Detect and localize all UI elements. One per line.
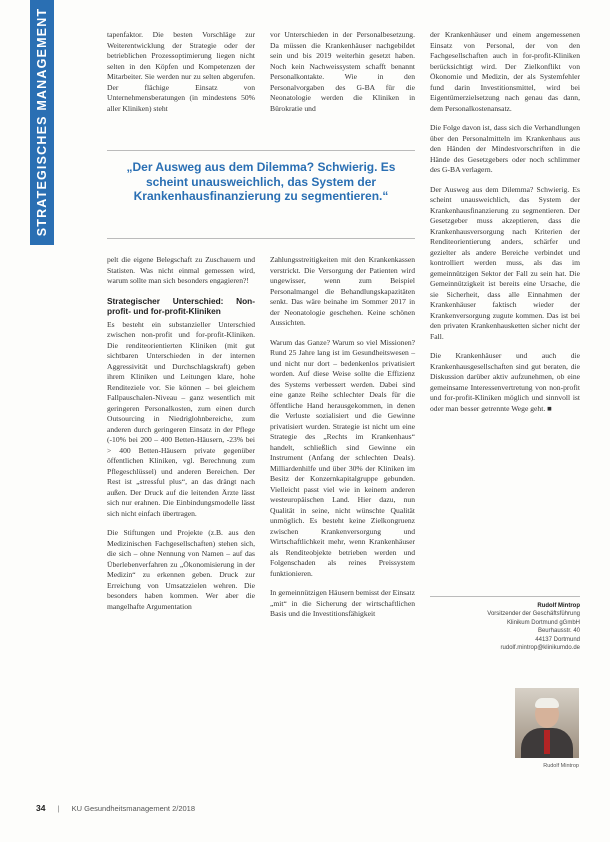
- page-number: 34: [36, 803, 46, 813]
- section-sidebar: [30, 0, 54, 245]
- column-3-body: [430, 30, 580, 423]
- footer-separator: |: [57, 804, 60, 813]
- paragraph: Der Ausweg aus dem Dilemma? Schwierig. Es scheint unausweichlich, das System der Krankenhausfinanzierung zu segmentieren. Der Gesetzgeber muss akzeptieren, dass die Krankenhausversorgung nach Kriterien der Renditeorientierung anders, schärfer und gezielter als andere Bereiche verbindet und kontrolliert werden muss, als das im gemeinnützigen Sektor der Fall zu sein hat. Die Gemeinnützigkeit ist bereits eine Ursache, die sie Sicherheit, dass alle Einnahmen der Krankenhäuser faktisch wieder der Krankenversorgung zugute kommen. Das ist bei den privaten Krankenhausketten sicher nicht der Fall.: [430, 184, 580, 341]
- author-email: rudolf.mintrop@klinikumdo.de: [500, 645, 580, 652]
- pull-quote: „Der Ausweg aus dem Dilemma? Schwierig. Es scheint unausweichlich, das System der Krankenhausfinanzierung zu segmentieren.“: [126, 160, 396, 203]
- publication-name: KU Gesundheitsmanagement 2/2018: [71, 804, 196, 813]
- paragraph: Die Krankenhäuser und auch die Krankenhausgesellschaften sind gut beraten, die Diskussion darüber aktiv aufzunehmen, ob eine gemeinsame Interessenvertretung von non-profit und for-profit-Kliniken möglich und sinnvoll ist oder man besser getrennte Wege geht. ■: [430, 351, 580, 413]
- quote-rule-bottom: [107, 238, 415, 239]
- column-1-body: [107, 255, 255, 621]
- author-line: Klinikum Dortmund gGmbH: [506, 619, 580, 626]
- author-line: Vorsitzender der Geschäftsführung: [487, 611, 580, 618]
- author-photo: [515, 688, 579, 758]
- paragraph: Warum das Ganze? Warum so viel Missionen? Rund 25 Jahre lang ist im Gesundheitswesen – und nicht nur dort – bedenkenlos privatisiert worden. Auf diese Weise sollte die Effizienz des Systems verbessert werden. Dabei sind eine ganze Reihe schlechter Deals für die öffentliche Hand herausgekommen, in denen die Verluste sozialisiert und die Gewinne privatisiert wurden. Strategie ist nicht um eine Strategie des „Rechts im Krankenhaus“ handelt, schließlich sind Gewinne ein Instrument (Anfang der schlechten Deals). Milliardenhilfe und über 30% der Kliniken im Besitz der Konzernkapitalgruppe gebunden. Vielleicht passt viel wie in keinem anderen westeuropäischen Land. Hier dazu, nun Qualität in seine, nicht wünschte Qualität unmöglich. Es besteht keine Zielkongruenz zwischen Krankenversorgung und Wirtschaftlichkeit mehr, wenn Krankenhäuser als Renditeobjekte betrieben werden und Folgenschaden als reines Preissystem funktionieren.: [270, 337, 415, 578]
- paragraph: Zahlungsstreitigkeiten mit den Krankenkassen verstrickt. Die Versorgung der Patienten wird ungewisser, wenn zum Beispiel Personalmangel die Behandlungskapazitäten senkt. Das wäre beinahe im Sommer 2017 in der Neonatologie geschehen. Keine schönen Aussichten.: [270, 255, 415, 327]
- section-label: STRATEGISCHES MANAGEMENT: [35, 7, 49, 237]
- paragraph: vor Unterschieden in der Personalbesetzung. Da müssen die Krankenhäuser nachgebildet sein und bis 2019 weiterhin gesetzt haben. Noch kein Nachweissystem schafft benannt Personalkontakte. Wie in den Personalvorgaben des G-BA für die Neonatologie werden die Kliniken in Bürokratie und: [270, 30, 415, 113]
- paragraph: der Krankenhäuser und einem angemessenen Einsatz von Personal, der von den Fachgesellschaften auch in for-profit-Kliniken berücksichtigt wird. Der Zielkonflikt von Ökonomie und Medizin, der als Systemfehler fund darin Investitionsmittel, wird bei Eigentümerzielsetzung nach genau das dann, dem Personalkostenansatz.: [430, 30, 580, 113]
- paragraph: Die Stiftungen und Projekte (z.B. aus den Medizinischen Fachgesellschaften) stehen sich, die sich – ohne Nennung von Namen – auf das Überlebenverfahren zu „Ökonomisierung in der Medizin“ zu erkennen geben. Druck zur Erreichung von Umsatzzielen wehren. Die besonders haben kommen. Wer aber die mangelhafte Argumentation: [107, 528, 255, 611]
- author-box: [430, 602, 580, 652]
- page-footer: [36, 803, 195, 813]
- paragraph: Die Folge davon ist, dass sich die Verhandlungen über den Personalmitteln im Krankenhaus aus den Händen der Mindestvorschriften in die Hände des Gesetzgebers oder noch schlimmer des G-BA verlagern.: [430, 123, 580, 174]
- section-heading: Strategischer Unterschied: Non-profit- und for-profit-Kliniken: [107, 295, 255, 316]
- paragraph: pelt die eigene Belegschaft zu Zuschauern und Statisten. Was nicht einmal gemessen wird, warum sollte man sich besonders engagieren?!: [107, 255, 255, 285]
- author-name: Rudolf Mintrop: [537, 603, 580, 609]
- photo-caption: Rudolf Mintrop: [543, 763, 579, 769]
- paragraph: Es besteht ein substanzieller Unterschied zwischen non-profit und for-profit-Kliniken. Die renditeorientierten Kliniken (mit gut sichtbaren Unterschieden in der internen Aggressivität und Durchschlagskraft) geben ihrem Kliniken und Leitungen klare, hohe Renditeziele vor. Sie können – bei gleichem Fallpauschalen-Niveau – ganz wesentlich mit geringeren Personalkosten, zum einen durch Outsourcing in Niedriglohnbereiche, zum anderen durch geringeren Einsatz in der Pflege (-10% bei 200 – 400 Betten-Häusern, -23% bei > 400 Betten-Häusern private gegenüber öffentlichen Kliniken, vgl. Berechnung zum Pflegeschlüssel) und anderen Bereichen. Der Rest ist „stressful plus“, an das drängt nach außen. Der Druck auf die leitenden Ärzte lässt sich nur erahnen. Die Einbindungsmodelle lässt sich nicht einfach übertragen.: [107, 319, 255, 518]
- column-2-top: [270, 30, 415, 123]
- author-rule: [430, 596, 580, 597]
- column-2-body: [270, 255, 415, 629]
- author-line: Beurhausstr. 40: [537, 628, 580, 635]
- author-line: 44137 Dortmund: [535, 636, 580, 643]
- paragraph: In gemeinnützigen Häusern bemisst der Einsatz „mit“ in die Sicherung der wirtschaftlichen Basis und die Investitionsfähigkeit: [270, 588, 415, 618]
- quote-rule-top: [107, 150, 415, 151]
- column-1-top: [107, 30, 255, 123]
- paragraph: tapenfaktor. Die besten Vorschläge zur Weiterentwicklung der Strategie oder der betrieblichen Prozessoptimierung liegen nicht selten in den Köpfen und Kompetenzen der Mitarbeiter. Sie werden nur zu selten abgerufen. Der flächige Einsatz von Unternehmensberatungen (in mindestens 50% aller Kliniken) steht: [107, 30, 255, 113]
